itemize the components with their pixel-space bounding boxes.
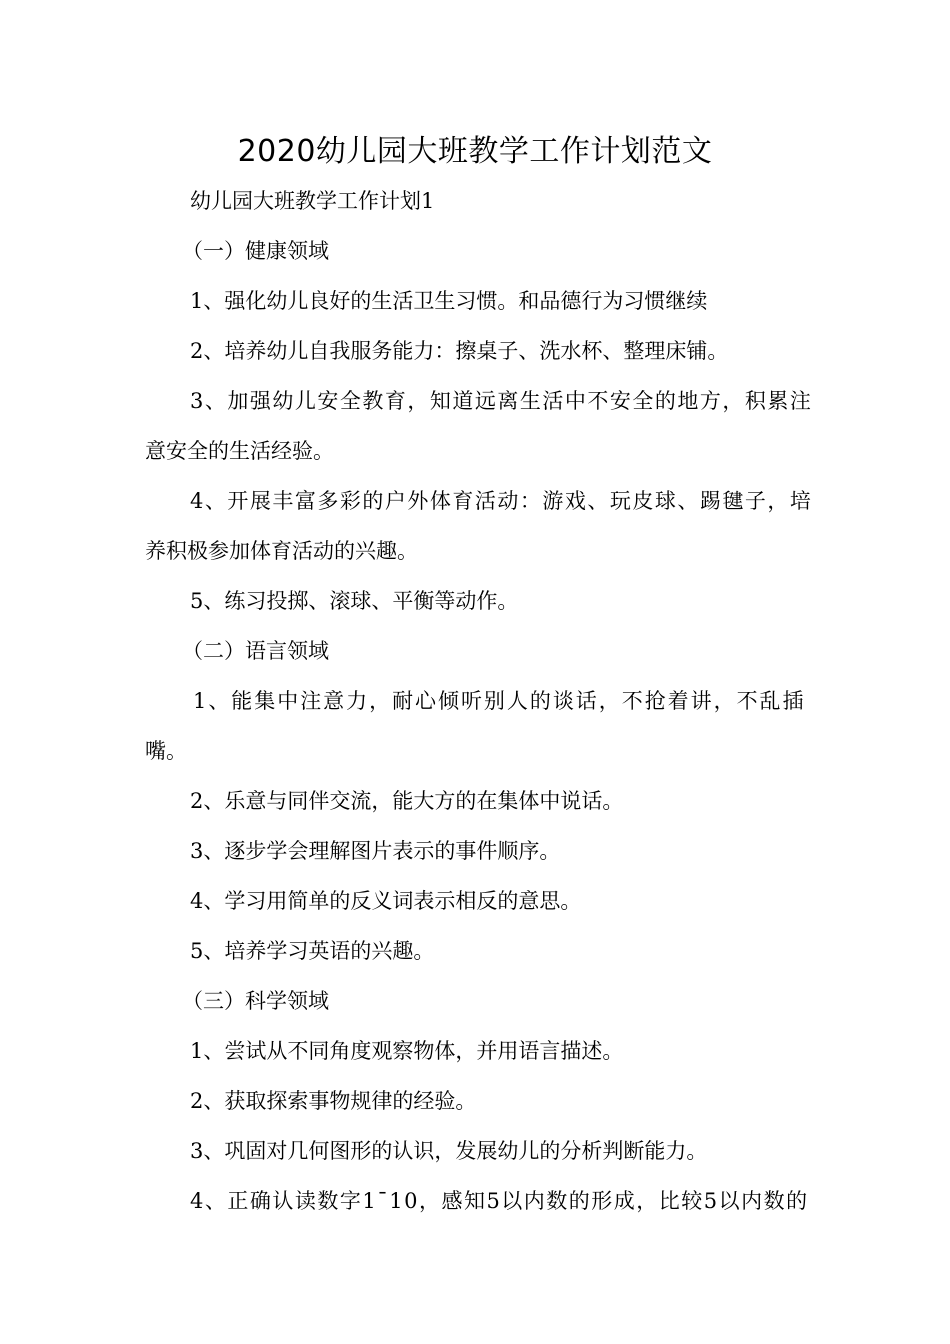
health-item-5: 5、练习投掷、滚球、平衡等动作。	[190, 589, 519, 613]
health-item-1: 1、强化幼儿良好的生活卫生习惯。和品德行为习惯继续	[190, 289, 708, 313]
health-item-2: 2、培养幼儿自我服务能力：擦桌子、洗水杯、整理床铺。	[190, 339, 729, 363]
language-item-2: 2、乐意与同伴交流，能大方的在集体中说话。	[190, 789, 624, 813]
section-heading-science: （三）科学领域	[182, 989, 329, 1013]
science-item-1: 1、尝试从不同角度观察物体，并用语言描述。	[190, 1039, 624, 1063]
science-item-2: 2、获取探索事物规律的经验。	[190, 1089, 477, 1113]
document-title: 2020幼儿园大班教学工作计划范文	[237, 134, 713, 169]
science-item-3: 3、巩固对几何图形的认识，发展幼儿的分析判断能力。	[190, 1139, 708, 1163]
plan-heading: 幼儿园大班教学工作计划1	[190, 189, 435, 213]
health-item-4-line-1: 4、开展丰富多彩的户外体育活动：游戏、玩皮球、踢毽子，培	[190, 489, 813, 513]
language-item-3: 3、逐步学会理解图片表示的事件顺序。	[190, 839, 561, 863]
health-item-3-line-2: 意安全的生活经验。	[145, 439, 334, 463]
section-heading-health: （一）健康领域	[182, 239, 329, 263]
section-heading-language: （二）语言领域	[182, 639, 329, 663]
language-item-1-line-1: 1、能集中注意力，耐心倾听别人的谈话，不抢着讲，不乱插	[193, 689, 805, 713]
health-item-4-line-2: 养积极参加体育活动的兴趣。	[145, 539, 418, 563]
language-item-1-line-2: 嘴。	[145, 739, 187, 763]
science-item-4-line-1: 4、正确认读数字1¯10，感知5以内数的形成，比较5以内数的	[190, 1189, 809, 1213]
language-item-5: 5、培养学习英语的兴趣。	[190, 939, 435, 963]
health-item-3-line-1: 3、加强幼儿安全教育，知道远离生活中不安全的地方，积累注	[190, 389, 813, 413]
language-item-4: 4、学习用简单的反义词表示相反的意思。	[190, 889, 582, 913]
